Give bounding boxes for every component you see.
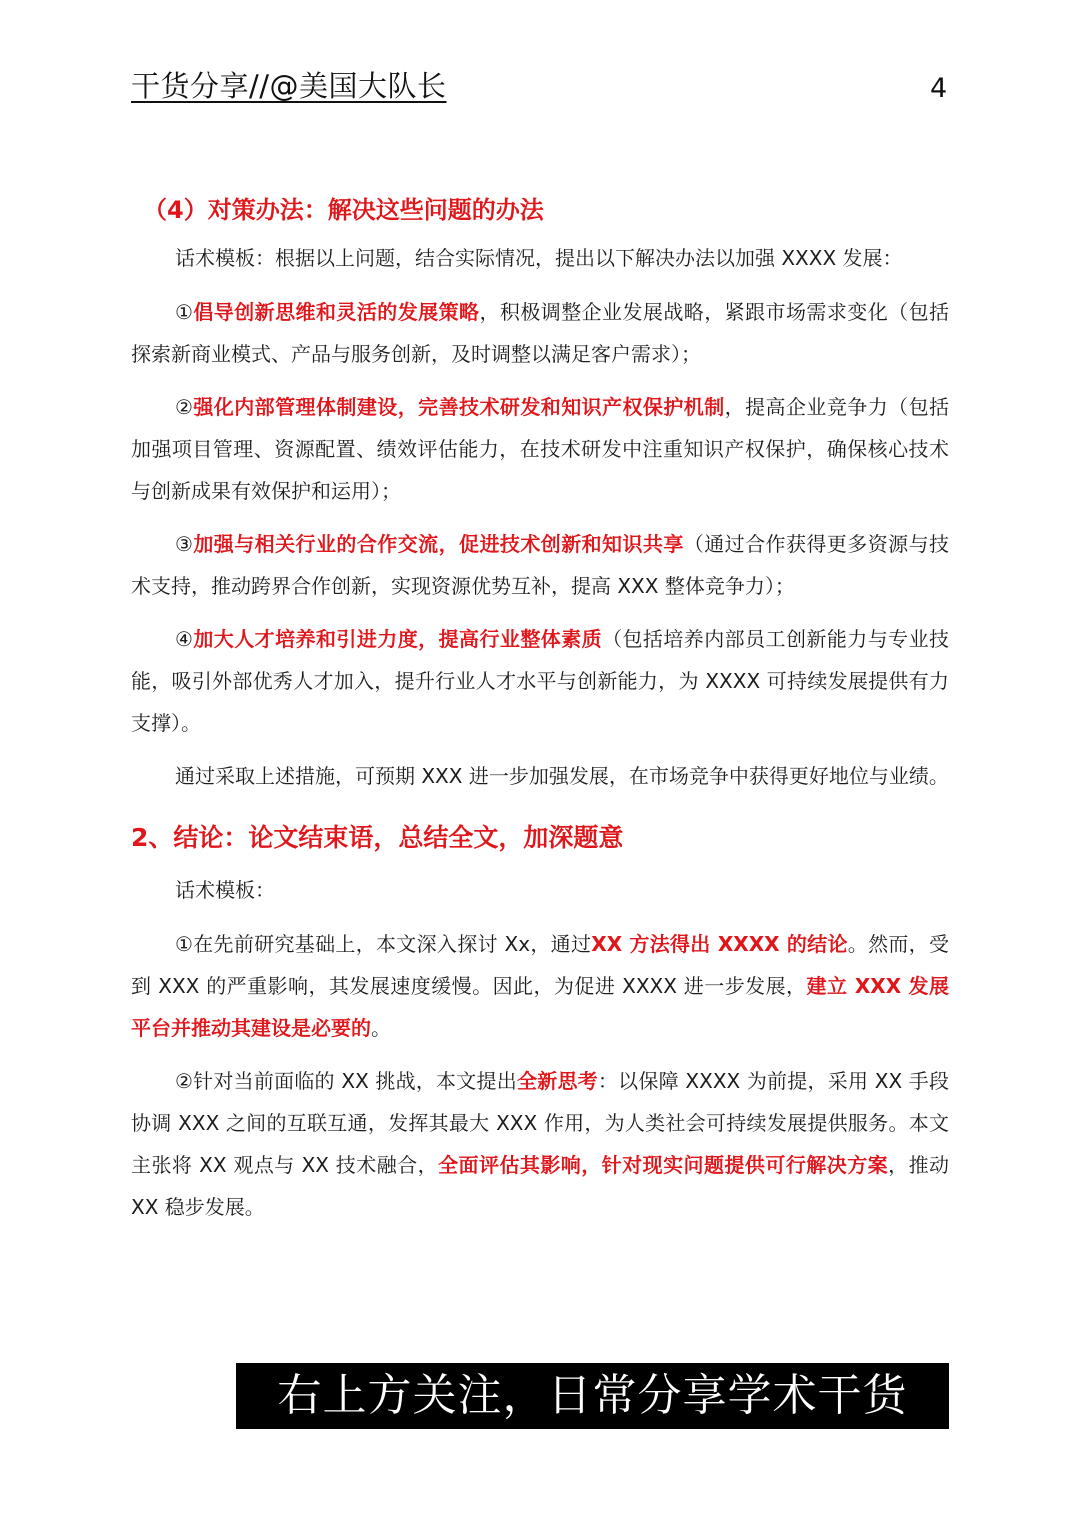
item-highlight: 强化内部管理体制建设，完善技术研发和知识产权保护机制 [193,395,725,419]
item-marker: ① [175,300,194,324]
conclusion-template-label: 话术模板： [175,878,275,902]
item-text: （包括培养内部员工创新能力与专业技能，吸引外部优秀人才加入，提升行业人才水平与创新能力，为 XXXX 可持续发展提供有力支撑）。 [131,627,950,735]
item-marker: ③ [175,532,194,556]
paragraph-highlight: XX 方法得出 XXXX 的结论 [591,932,848,956]
paragraph-text: ，推动 XX 稳步发展。 [131,1153,950,1219]
item-highlight: 加强与相关行业的合作交流，促进技术创新和知识共享 [193,532,684,556]
countermeasure-item-4 [131,618,949,744]
item-text: ，提高企业竞争力（包括加强项目管理、资源配置、绩效评估能力，在技术研发中注重知识产权保护，确保核心技术与创新成果有效保护和运用）； [131,395,950,503]
paragraph-highlight: 全新思考 [516,1069,598,1093]
paragraph-highlight: 建立 XXX 发展平台并推动其建设是必要的 [131,974,950,1040]
follow-banner: 右上方关注，日常分享学术干货 [236,1363,949,1429]
item-text: （通过合作获得更多资源与技术支持，推动跨界合作创新，实现资源优势互补，提高 XXX 整体竞争力）； [131,532,950,598]
item-highlight: 加大人才培养和引进力度，提高行业整体素质 [193,627,603,651]
conclusion-heading: 2、结论：论文结束语，总结全文，加深题意 [131,823,624,852]
page-number: 4 [930,73,948,104]
item-marker: ④ [175,627,194,651]
conclusion-paragraph-2 [131,1060,949,1228]
item-text: ，积极调整企业发展战略，紧跟市场需求变化（包括探索新商业模式、产品与服务创新，及时调整以满足客户需求）； [131,300,950,366]
paragraph-text: ②针对当前面临的 XX 挑战，本文提出 [175,1069,517,1093]
header-title: 干货分享//@美国大队长 [131,69,447,103]
item-highlight: 倡导创新思维和灵活的发展策略 [193,300,480,324]
item-marker: ② [175,395,194,419]
paragraph-text: 。 [371,1016,391,1040]
conclusion-paragraph-1 [131,923,949,1049]
countermeasure-item-1 [131,291,949,375]
paragraph-highlight: 全面评估其影响，针对现实问题提供可行解决方案 [438,1153,889,1177]
section-4-heading: （4）对策办法：解决这些问题的办法 [143,196,544,224]
section-4-summary: 通过采取上述措施，可预期 XXX 进一步加强发展，在市场竞争中获得更好地位与业绩。 [175,764,949,788]
countermeasure-item-2 [131,386,949,512]
paragraph-text: ：以保障 XXXX 为前提，采用 XX 手段协调 XXX 之间的互联互通，发挥其最大 XXX 作用，为人类社会可持续发展提供服务。本文主张将 XX 观点与 XX 技术融合， [131,1069,950,1177]
template-intro: 话术模板：根据以上问题，结合实际情况，提出以下解决办法以加强 XXXX 发展： [175,246,903,270]
countermeasure-item-3 [131,523,949,607]
paragraph-text: 。然而，受到 XXX 的严重影响，其发展速度缓慢。因此，为促进 XXXX 进一步发展， [131,932,949,998]
document-body [131,190,949,1228]
paragraph-text: ①在先前研究基础上，本文深入探讨 Xx，通过 [175,932,592,956]
